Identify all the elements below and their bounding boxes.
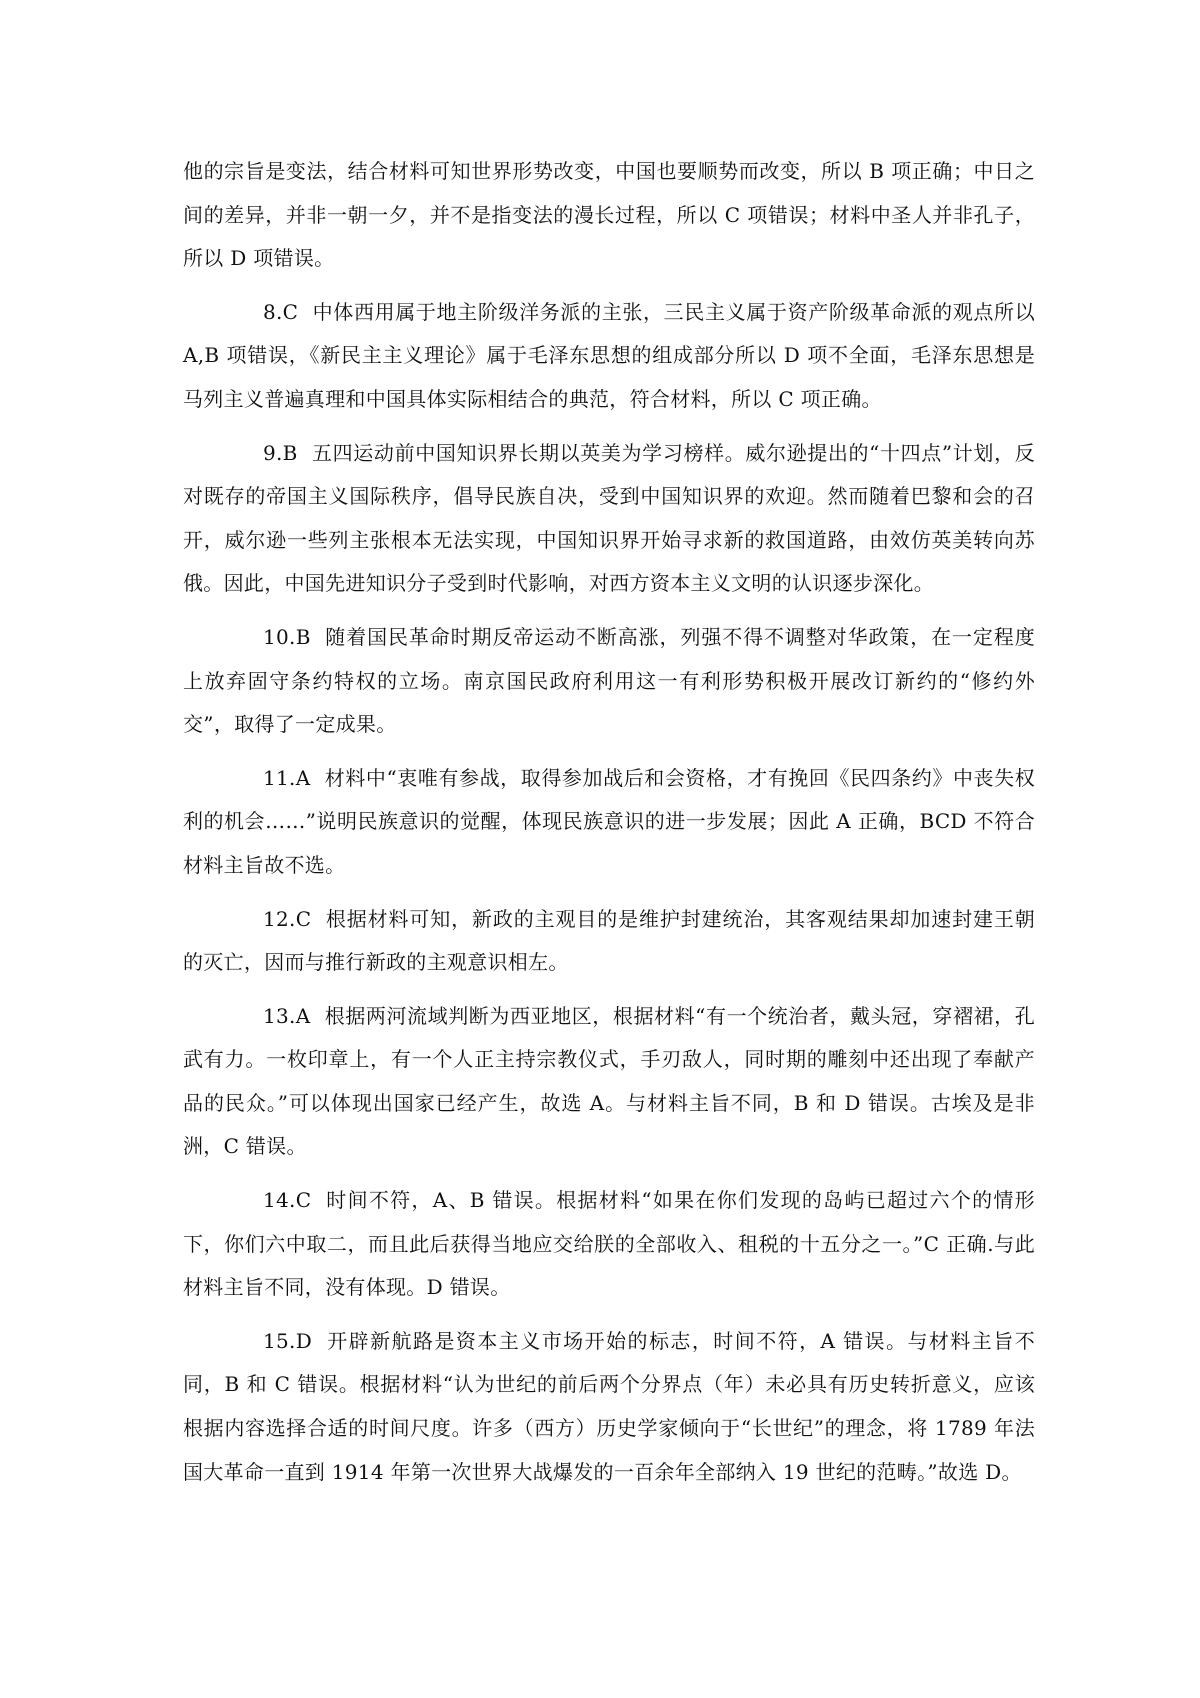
answer-number: 14.C — [263, 1188, 312, 1213]
answer-text: 根据两河流域判断为西亚地区，根据材料“有一个统治者，戴头冠，穿褶裙，孔武有力。一枚印章上，有一个人正主持宗教仪式，手刃敌人，同时期的雕刻中还出现了奉献产品的民众。”可以体现出国家已经产生，故选 A。与材料主旨不同，B 和 D 错误。古埃及是非洲，C 错误。 — [183, 1003, 1035, 1159]
answer-paragraph-10 — [183, 616, 1035, 747]
answer-number: 11.A — [263, 765, 311, 790]
answer-text: 中体西用属于地主阶级洋务派的主张，三民主义属于资产阶级革命派的观点所以 A,B 项错误，《新民主主义理论》属于毛泽东思想的组成部分所以 D 项不全面，毛泽东思想是马列主义普遍真理和中国具体实际相结合的典范，符合材料，所以 C 项正确。 — [183, 299, 1035, 411]
answer-number: 10.B — [263, 624, 311, 649]
answer-text: 开辟新航路是资本主义市场开始的标志，时间不符，A 错误。与材料主旨不同，B 和 C 错误。根据材料“认为世纪的前后两个分界点（年）未必具有历史转折意义，应该根据内容选择合适的时间尺度。许多（西方）历史学家倾向于“长世纪”的理念，将 1789 年法国大革命一直到 1914 年第一次世界大战爆发的一百余年全部纳入 19 世纪的范畴。”故选 D。 — [183, 1328, 1035, 1484]
answer-number: 9.B — [263, 440, 298, 465]
answer-text: 随着国民革命时期反帝运动不断高涨，列强不得不调整对华政策，在一定程度上放弃固守条约特权的立场。南京国民政府利用这一有利形势积极开展改订新约的“修约外交”，取得了一定成果。 — [183, 624, 1035, 737]
answer-number: 13.A — [263, 1003, 311, 1028]
answer-paragraph-15 — [183, 1320, 1035, 1494]
answer-paragraph-12 — [183, 898, 1035, 985]
paragraph-continuation — [183, 150, 1035, 281]
answer-number: 8.C — [263, 299, 299, 324]
answer-text: 时间不符，A、B 错误。根据材料“如果在你们发现的岛屿已超过六个的情形下，你们六中取二，而且此后获得当地应交给朕的全部收入、租税的十五分之一。”C 正确.与此材料主旨不同，没有体现。D 错误。 — [183, 1188, 1035, 1300]
answer-number: 15.D — [263, 1328, 313, 1353]
answer-paragraph-9 — [183, 432, 1035, 606]
answer-number: 12.C — [263, 906, 312, 931]
answer-paragraph-13 — [183, 995, 1035, 1169]
answer-text: 材料中“衷唯有参战，取得参加战后和会资格，才有挽回《民四条约》中丧失权利的机会……”说明民族意识的觉醒，体现民族意识的进一步发展；因此 A 正确，BCD 不符合材料主旨故不选。 — [183, 765, 1035, 877]
answer-paragraph-11 — [183, 757, 1035, 888]
answer-text: 五四运动前中国知识界长期以英美为学习榜样。威尔逊提出的“十四点”计划，反对既存的帝国主义国际秩序，倡导民族自决，受到中国知识界的欢迎。然而随着巴黎和会的召开，威尔逊一些列主张根本无法实现，中国知识界开始寻求新的救国道路，由效仿英美转向苏俄。因此，中国先进知识分子受到时代影响，对西方资本主义文明的认识逐步深化。 — [183, 440, 1035, 596]
answer-paragraph-14 — [183, 1179, 1035, 1310]
answer-paragraph-8 — [183, 291, 1035, 422]
paragraph-text: 他的宗旨是变法，结合材料可知世界形势改变，中国也要顺势而改变，所以 B 项正确；中日之间的差异，并非一朝一夕，并不是指变法的漫长过程，所以 C 项错误；材料中圣人并非孔子，所以 D 项错误。 — [183, 159, 1035, 271]
answer-text: 根据材料可知，新政的主观目的是维护封建统治，其客观结果却加速封建王朝的灭亡，因而与推行新政的主观意识相左。 — [183, 906, 1035, 975]
document-page — [183, 150, 1035, 1504]
